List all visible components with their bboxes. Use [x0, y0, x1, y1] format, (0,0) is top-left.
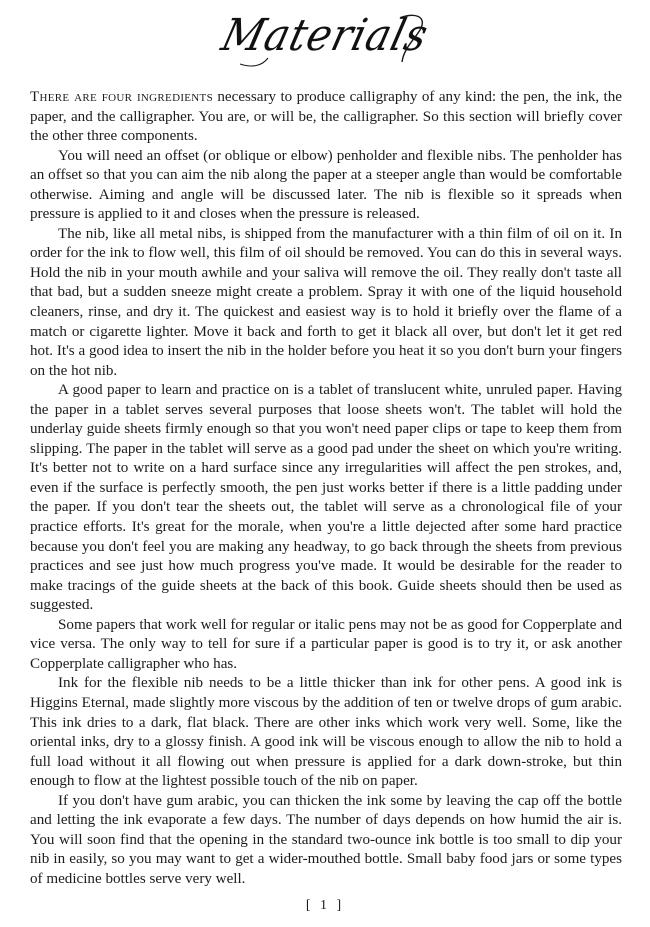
page-number: [ 1 ] [305, 898, 345, 913]
page-title-area [0, 4, 650, 76]
paragraph-1 [30, 88, 622, 147]
paragraph-4: A good paper to learn and practice on is a tablet of translucent white, unruled paper. Having the paper in a tablet serves several purposes that loose sheets won't. The tablet will hold the underlay guide sheets firmly enough so that you won't need paper clips or tape to keep them from slipping. The paper in the tablet will serve as a good pad under the sheet on which you're writing. It's better not to write on a hard surface since any irregularities will affect the pen strokes, and, even if the surface is perfectly smooth, the pen just works better if there is a little padding under the paper. If you don't tear the sheets out, the tablet will serve as a chronological file of your practice efforts. It's great for the morale, when you're a little dejected after some hard practice because you don't feel you are making any headway, to go back through the sheets from previous practices and see just how much progress you've made. It would be desirable for the reader to make tracings of the guide sheets at the back of this book. Guide sheets should then be used as suggested. [30, 382, 622, 614]
paragraph-5: Some papers that work well for regular or italic pens may not be as good for Copperplate and vice versa. The only way to tell for sure if a particular paper is good is to try it, or ask another Copperplate calligrapher who has. [30, 616, 622, 672]
paragraph-6: Ink for the flexible nib needs to be a little thicker than ink for other pens. A good ink is Higgins Eternal, made slightly more viscous by the addition of ten or twelve drops of gum arabic. This ink dries to a dark, flat black. There are other inks which work very well. Some, like the oriental inks, dry to a glossy finish. A good ink will be viscous enough to allow the nib to hold a full load without it all flowing out when pressure is applied for a dark down-stroke, but thin enough to flow at the lightest possible touch of the nib on paper. [30, 675, 622, 790]
lead-in-smallcaps: There are four ingredients [30, 89, 213, 105]
paragraph-3: The nib, like all metal nibs, is shipped from the manufacturer with a thin film of oil on it. In order for the ink to flow well, this film of oil should be removed. You can do this in several ways. Hold the nib in your mouth awhile and your saliva will remove the oil. They really don't taste all that bad, but a sudden sneeze might create a problem. Spray it with one of the liquid household cleaners, rinse, and dry it. The quickest and easiest way is to hold it briefly over the flame of a match or cigarette lighter. Move it back and forth to get it black all over, but don't let it get red hot. It's a good idea to insert the nib in the holder before you heat it so you don't burn your fingers on the hot nib. [30, 225, 622, 379]
body-text [30, 88, 622, 889]
paragraph-2: You will need an offset (or oblique or elbow) penholder and flexible nibs. The penholder has an offset so that you can aim the nib along the paper at a steeper angle than would be comfortable otherwise. Aiming and angle will be discussed later. The nib is flexible so it spreads when pressure is applied to it and closes when the pressure is released. [30, 147, 622, 223]
page-title: Materials [216, 10, 434, 61]
paragraph-7: If you don't have gum arabic, you can thicken the ink some by leaving the cap off the bottle and letting the ink evaporate a few days. The number of days depends on how humid the air is. You will soon find that the opening in the standard two-ounce ink bottle is too small to dip your nib in easily, so you may want to get a wider-mouthed bottle. Small baby food jars or some types of medicine bottles serve very well. [30, 792, 622, 887]
paragraph-1-text: necessary to produce calligraphy of any kind: the pen, the ink, the paper, and the calligrapher. You are, or will be, the calligrapher. So this section will briefly cover the other three components. [30, 89, 622, 145]
